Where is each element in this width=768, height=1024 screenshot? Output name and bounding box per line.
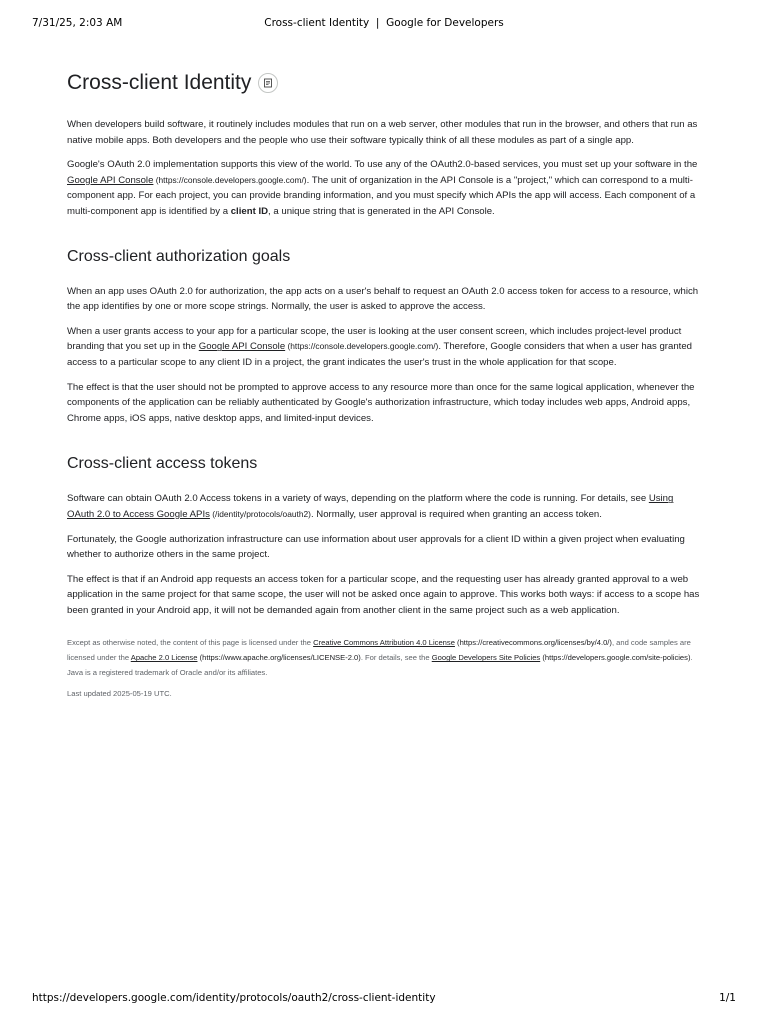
section-heading-authorization-goals: Cross-client authorization goals: [67, 247, 291, 265]
last-updated: Last updated 2025-05-19 UTC.: [67, 689, 172, 699]
tokens-paragraph-3: The effect is that if an Android app requests an access token for a particular scope, and the requesting user has already granted approval to a web application in the same project for that same scope, the user will not be asked once again to approve. This works both ways: if access to a scope has been granted in your Android app, it will not be demanded again from another client in the same project such as a web application.: [67, 573, 700, 616]
apache-license-link[interactable]: Apache 2.0 License: [130, 653, 198, 663]
goals-paragraph-2: When a user grants access to your app for a particular scope, the user is looking at the user consent screen, which includes project-level product branding that you set up in the Google API Console (https://console.developers.google.com/). Therefore, Google considers that when a user has granted access to a particular scope to any client ID in a project, the grant indicates the user's trust in the whole application for that scope.: [67, 325, 693, 368]
license-notice: Except as otherwise noted, the content of this page is licensed under the Creative Commons Attribution 4.0 License (https://creativecommons.org/licenses/by/4.0/), and code samples are licensed under the Apache 2.0 License (https://www.apache.org/licenses/LICENSE-2.0). For details, see the Google Developers Site Policies (https://developers.google.com/site-policies). Java is a registered trademark of Oracle and/or its affiliates.: [67, 638, 693, 678]
goals-paragraph-3: The effect is that the user should not be prompted to approve access to any resource more than once for the same logical application, whenever the components of the application can be reliably authenticated by Google's authorization infrastructure, which today includes web apps, Android apps, Chrome apps, iOS apps, native desktop apps, and limited-input devices.: [67, 381, 695, 424]
goals-paragraph-1: When an app uses OAuth 2.0 for authorization, the app acts on a user's behalf to request an OAuth 2.0 access token for access to a resource, which the app identifies by one or more scope strings. Normally, the user is asked to approve the access.: [67, 285, 699, 313]
print-date: 7/31/25, 2:03 AM: [32, 17, 123, 29]
client-id-term: client ID: [230, 205, 269, 217]
site-policies-link[interactable]: Google Developers Site Policies: [431, 653, 541, 663]
page-number: 1/1: [719, 992, 736, 1004]
page-title-text: Cross-client Identity: [67, 71, 252, 94]
tokens-paragraph-2: Fortunately, the Google authorization infrastructure can use information about user approvals for a client ID within a given project when evaluating whether to authorize others in the same project.: [67, 533, 685, 561]
bookmark-icon[interactable]: [258, 73, 278, 93]
google-api-console-link[interactable]: Google API Console: [67, 174, 154, 186]
google-api-console-link[interactable]: Google API Console: [198, 341, 286, 353]
using-oauth-link[interactable]: Using OAuth 2.0 to Access Google APIs: [67, 493, 674, 520]
print-footer: [32, 992, 736, 1006]
print-title: Cross-client Identity | Google for Developers: [264, 17, 504, 29]
page-title: [67, 66, 703, 100]
cc-license-link[interactable]: Creative Commons Attribution 4.0 License: [313, 638, 455, 648]
article: [67, 66, 703, 701]
intro-paragraph-2: Google's OAuth 2.0 implementation supports this view of the world. To use any of the OAuth2.0-based services, you must set up your software in the Google API Console (https://console.developers.google.com/). The unit of organization in the API Console is a "project," which can correspond to a multi-component app. For each project, you can provide branding information, and you must specify which APIs the app will access. Each component of a multi-component app is identified by a client ID, a unique string that is generated in the API Console.: [67, 159, 698, 217]
tokens-paragraph-1: Software can obtain OAuth 2.0 Access tokens in a variety of ways, depending on the platform where the code is running. For details, see Using OAuth 2.0 to Access Google APIs (/identity/protocols/oauth2). Normally, user approval is required when granting an access token.: [67, 493, 674, 520]
intro-paragraph-1: When developers build software, it routinely includes modules that run on a web server, other modules that run in the browser, and others that run as native mobile apps. Both developers and the people who use their software typically think of all these modules as part of a single app.: [67, 119, 698, 146]
print-url: https://developers.google.com/identity/protocols/oauth2/cross-client-identity: [32, 992, 436, 1004]
section-heading-access-tokens: Cross-client access tokens: [67, 455, 258, 473]
print-header: [32, 17, 736, 31]
